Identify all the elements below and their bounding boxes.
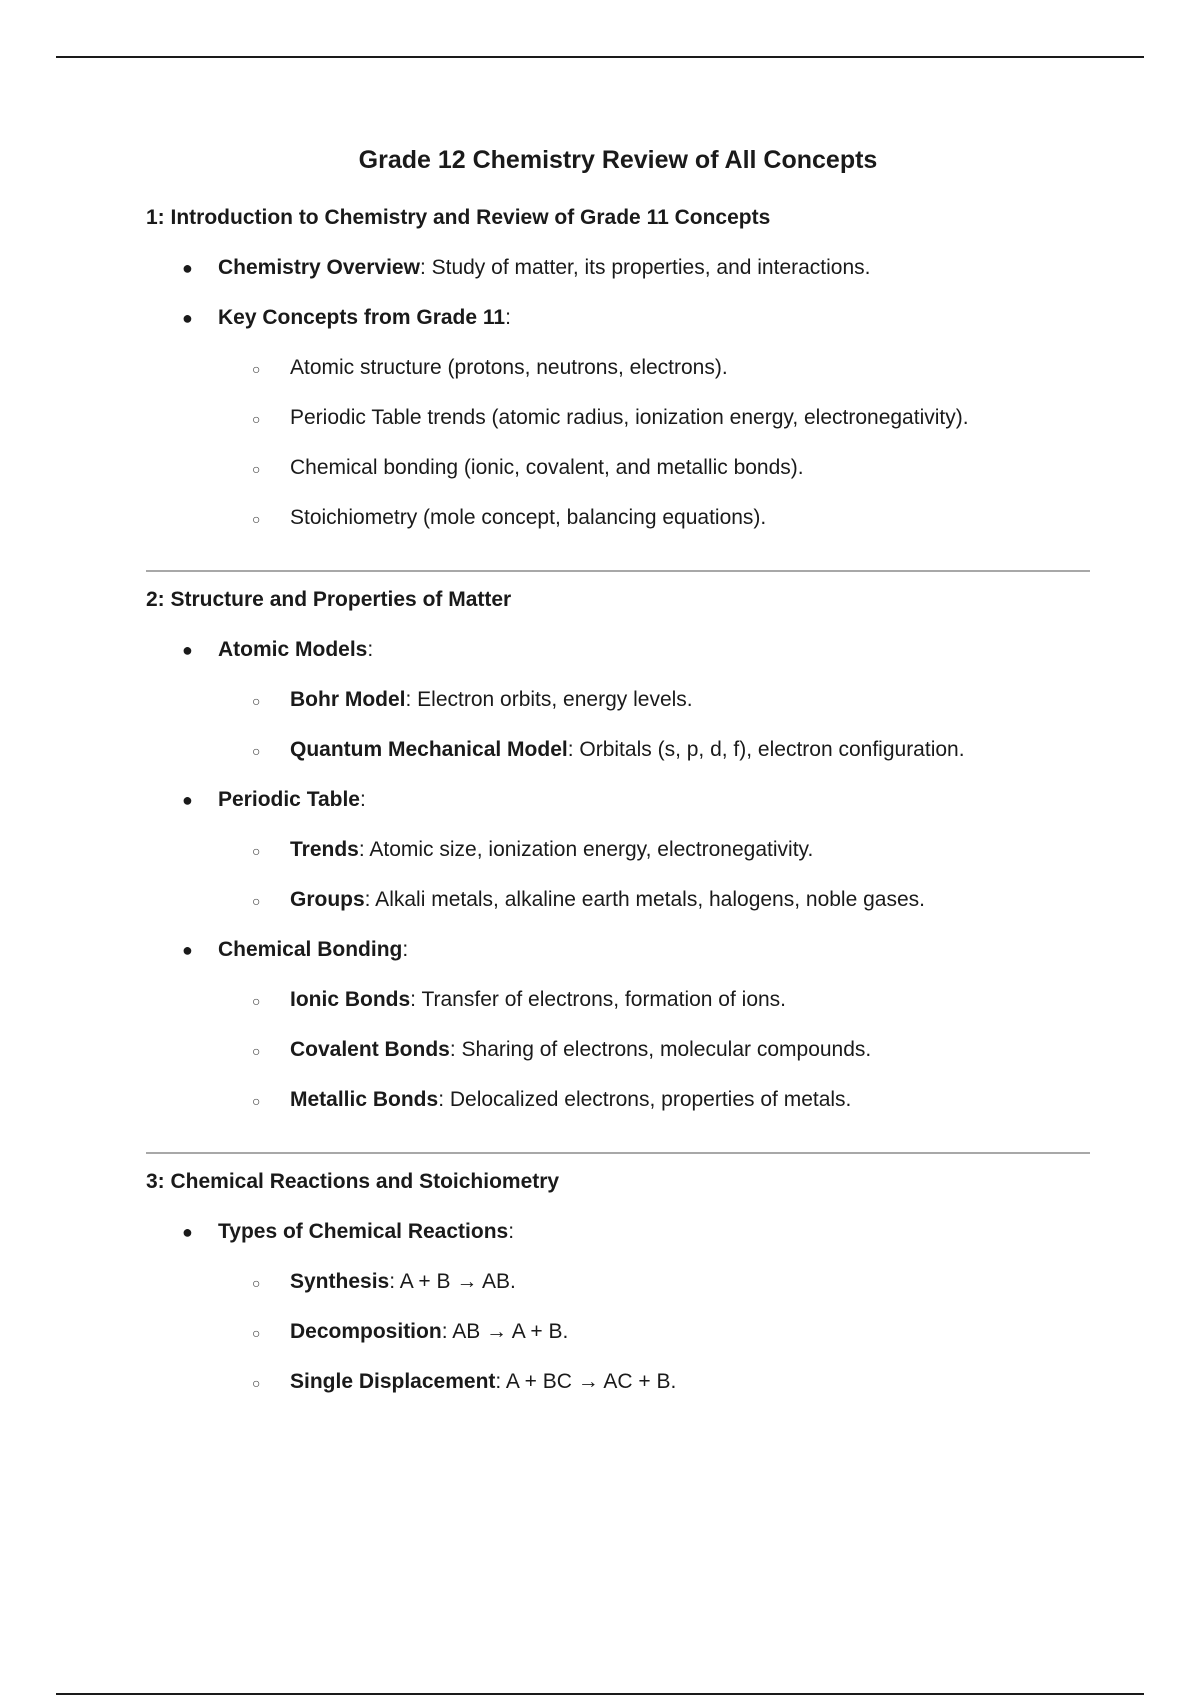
- sub-item-term: Groups: [290, 888, 365, 911]
- item-text: :: [508, 1220, 515, 1243]
- sub-list-item: [218, 884, 1090, 916]
- sub-item-text: : AB → A + B.: [441, 1320, 569, 1343]
- document-body: [146, 140, 1090, 1398]
- hollow-circle-icon: ○: [252, 693, 261, 709]
- item-term: Periodic Table: [218, 788, 360, 811]
- bullet-list: [146, 634, 1090, 1116]
- hollow-circle-icon: ○: [252, 1093, 261, 1109]
- item-term: Chemical Bonding: [218, 938, 403, 961]
- sub-bullet-list: [218, 984, 1090, 1116]
- sub-list-item: [218, 1084, 1090, 1116]
- sub-item-term: Synthesis: [290, 1270, 390, 1293]
- sub-list-item: [218, 734, 1090, 766]
- sub-item-text: : A + BC → AC + B.: [495, 1370, 677, 1393]
- bullet-icon: ●: [182, 640, 193, 660]
- sub-list-item: [218, 684, 1090, 716]
- sub-item-text: : Alkali metals, alkaline earth metals, halogens, noble gases.: [364, 888, 925, 911]
- sub-bullet-list: [218, 834, 1090, 916]
- sub-item-term: Single Displacement: [290, 1370, 496, 1393]
- list-item: [146, 302, 1090, 534]
- bullet-icon: ●: [182, 790, 193, 810]
- sub-list-item: [218, 402, 1090, 434]
- list-item: [146, 934, 1090, 1116]
- sub-list-item: [218, 502, 1090, 534]
- hollow-circle-icon: ○: [252, 893, 261, 909]
- bullet-list: [146, 1216, 1090, 1398]
- sub-bullet-list: [218, 1266, 1090, 1398]
- hollow-circle-icon: ○: [252, 1375, 261, 1391]
- sub-item-term: Trends: [290, 838, 359, 861]
- section-divider: [146, 1152, 1090, 1154]
- item-term: Atomic Models: [218, 638, 368, 661]
- list-item: [146, 634, 1090, 766]
- list-item: [146, 252, 1090, 284]
- sub-list-item: [218, 834, 1090, 866]
- item-text: : Study of matter, its properties, and interactions.: [419, 256, 871, 279]
- sub-item-text: : Delocalized electrons, properties of metals.: [438, 1088, 852, 1111]
- hollow-circle-icon: ○: [252, 993, 261, 1009]
- sub-item-term: Bohr Model: [290, 688, 406, 711]
- section-2: [146, 584, 1090, 1116]
- sub-list-item: [218, 1366, 1090, 1398]
- list-item: [146, 784, 1090, 916]
- sub-item-text: : Orbitals (s, p, d, f), electron configuration.: [567, 738, 965, 761]
- sub-list-item: [218, 984, 1090, 1016]
- sub-item-text: : Atomic size, ionization energy, electronegativity.: [358, 838, 814, 861]
- bullet-icon: ●: [182, 258, 193, 278]
- sub-item-text: : Sharing of electrons, molecular compounds.: [449, 1038, 872, 1061]
- sub-item-text: Atomic structure (protons, neutrons, electrons).: [290, 356, 728, 379]
- sub-item-term: Quantum Mechanical Model: [290, 738, 568, 761]
- section-heading: 1: Introduction to Chemistry and Review of Grade 11 Concepts: [146, 206, 771, 229]
- item-text: :: [505, 306, 511, 329]
- hollow-circle-icon: ○: [252, 1275, 261, 1291]
- sub-item-text: Stoichiometry (mole concept, balancing equations).: [290, 506, 767, 529]
- sub-item-term: Metallic Bonds: [290, 1088, 439, 1111]
- section-heading: 3: Chemical Reactions and Stoichiometry: [146, 1170, 560, 1193]
- hollow-circle-icon: ○: [252, 411, 261, 427]
- hollow-circle-icon: ○: [252, 511, 261, 527]
- document-title: Grade 12 Chemistry Review of All Concepts: [358, 146, 878, 174]
- hollow-circle-icon: ○: [252, 1043, 261, 1059]
- sub-item-text: : Electron orbits, energy levels.: [405, 688, 693, 711]
- sub-item-term: Decomposition: [290, 1320, 442, 1343]
- list-item: [146, 1216, 1090, 1398]
- sub-bullet-list: [218, 684, 1090, 766]
- section-3: [146, 1166, 1090, 1398]
- sub-item-text: : Transfer of electrons, formation of ions.: [410, 988, 787, 1011]
- sub-item-text: Periodic Table trends (atomic radius, ionization energy, electronegativity).: [290, 406, 969, 429]
- sub-bullet-list: [218, 352, 1090, 534]
- sub-list-item: [218, 1034, 1090, 1066]
- section-divider: [146, 570, 1090, 572]
- sub-list-item: [218, 1316, 1090, 1348]
- page-top-rule: [56, 56, 1144, 58]
- hollow-circle-icon: ○: [252, 1325, 261, 1341]
- item-term: Key Concepts from Grade 11: [218, 306, 506, 329]
- sub-item-text: : A + B → AB.: [389, 1270, 516, 1293]
- page-bottom-rule: [56, 1693, 1144, 1695]
- sub-list-item: [218, 1266, 1090, 1298]
- item-text: :: [360, 788, 366, 811]
- sub-item-text: Chemical bonding (ionic, covalent, and metallic bonds).: [290, 456, 804, 479]
- bullet-icon: ●: [182, 940, 193, 960]
- section-1: [146, 202, 1090, 534]
- hollow-circle-icon: ○: [252, 361, 261, 377]
- sub-list-item: [218, 452, 1090, 484]
- item-term: Types of Chemical Reactions: [218, 1220, 509, 1243]
- bullet-icon: ●: [182, 1222, 193, 1242]
- sub-list-item: [218, 352, 1090, 384]
- bullet-icon: ●: [182, 308, 193, 328]
- item-term: Chemistry Overview: [218, 256, 420, 279]
- hollow-circle-icon: ○: [252, 743, 261, 759]
- hollow-circle-icon: ○: [252, 461, 261, 477]
- item-text: :: [402, 938, 409, 961]
- bullet-list: [146, 252, 1090, 534]
- hollow-circle-icon: ○: [252, 843, 261, 859]
- item-text: :: [367, 638, 374, 661]
- section-heading: 2: Structure and Properties of Matter: [146, 588, 512, 611]
- sub-item-term: Ionic Bonds: [290, 988, 411, 1011]
- sub-item-term: Covalent Bonds: [290, 1038, 450, 1061]
